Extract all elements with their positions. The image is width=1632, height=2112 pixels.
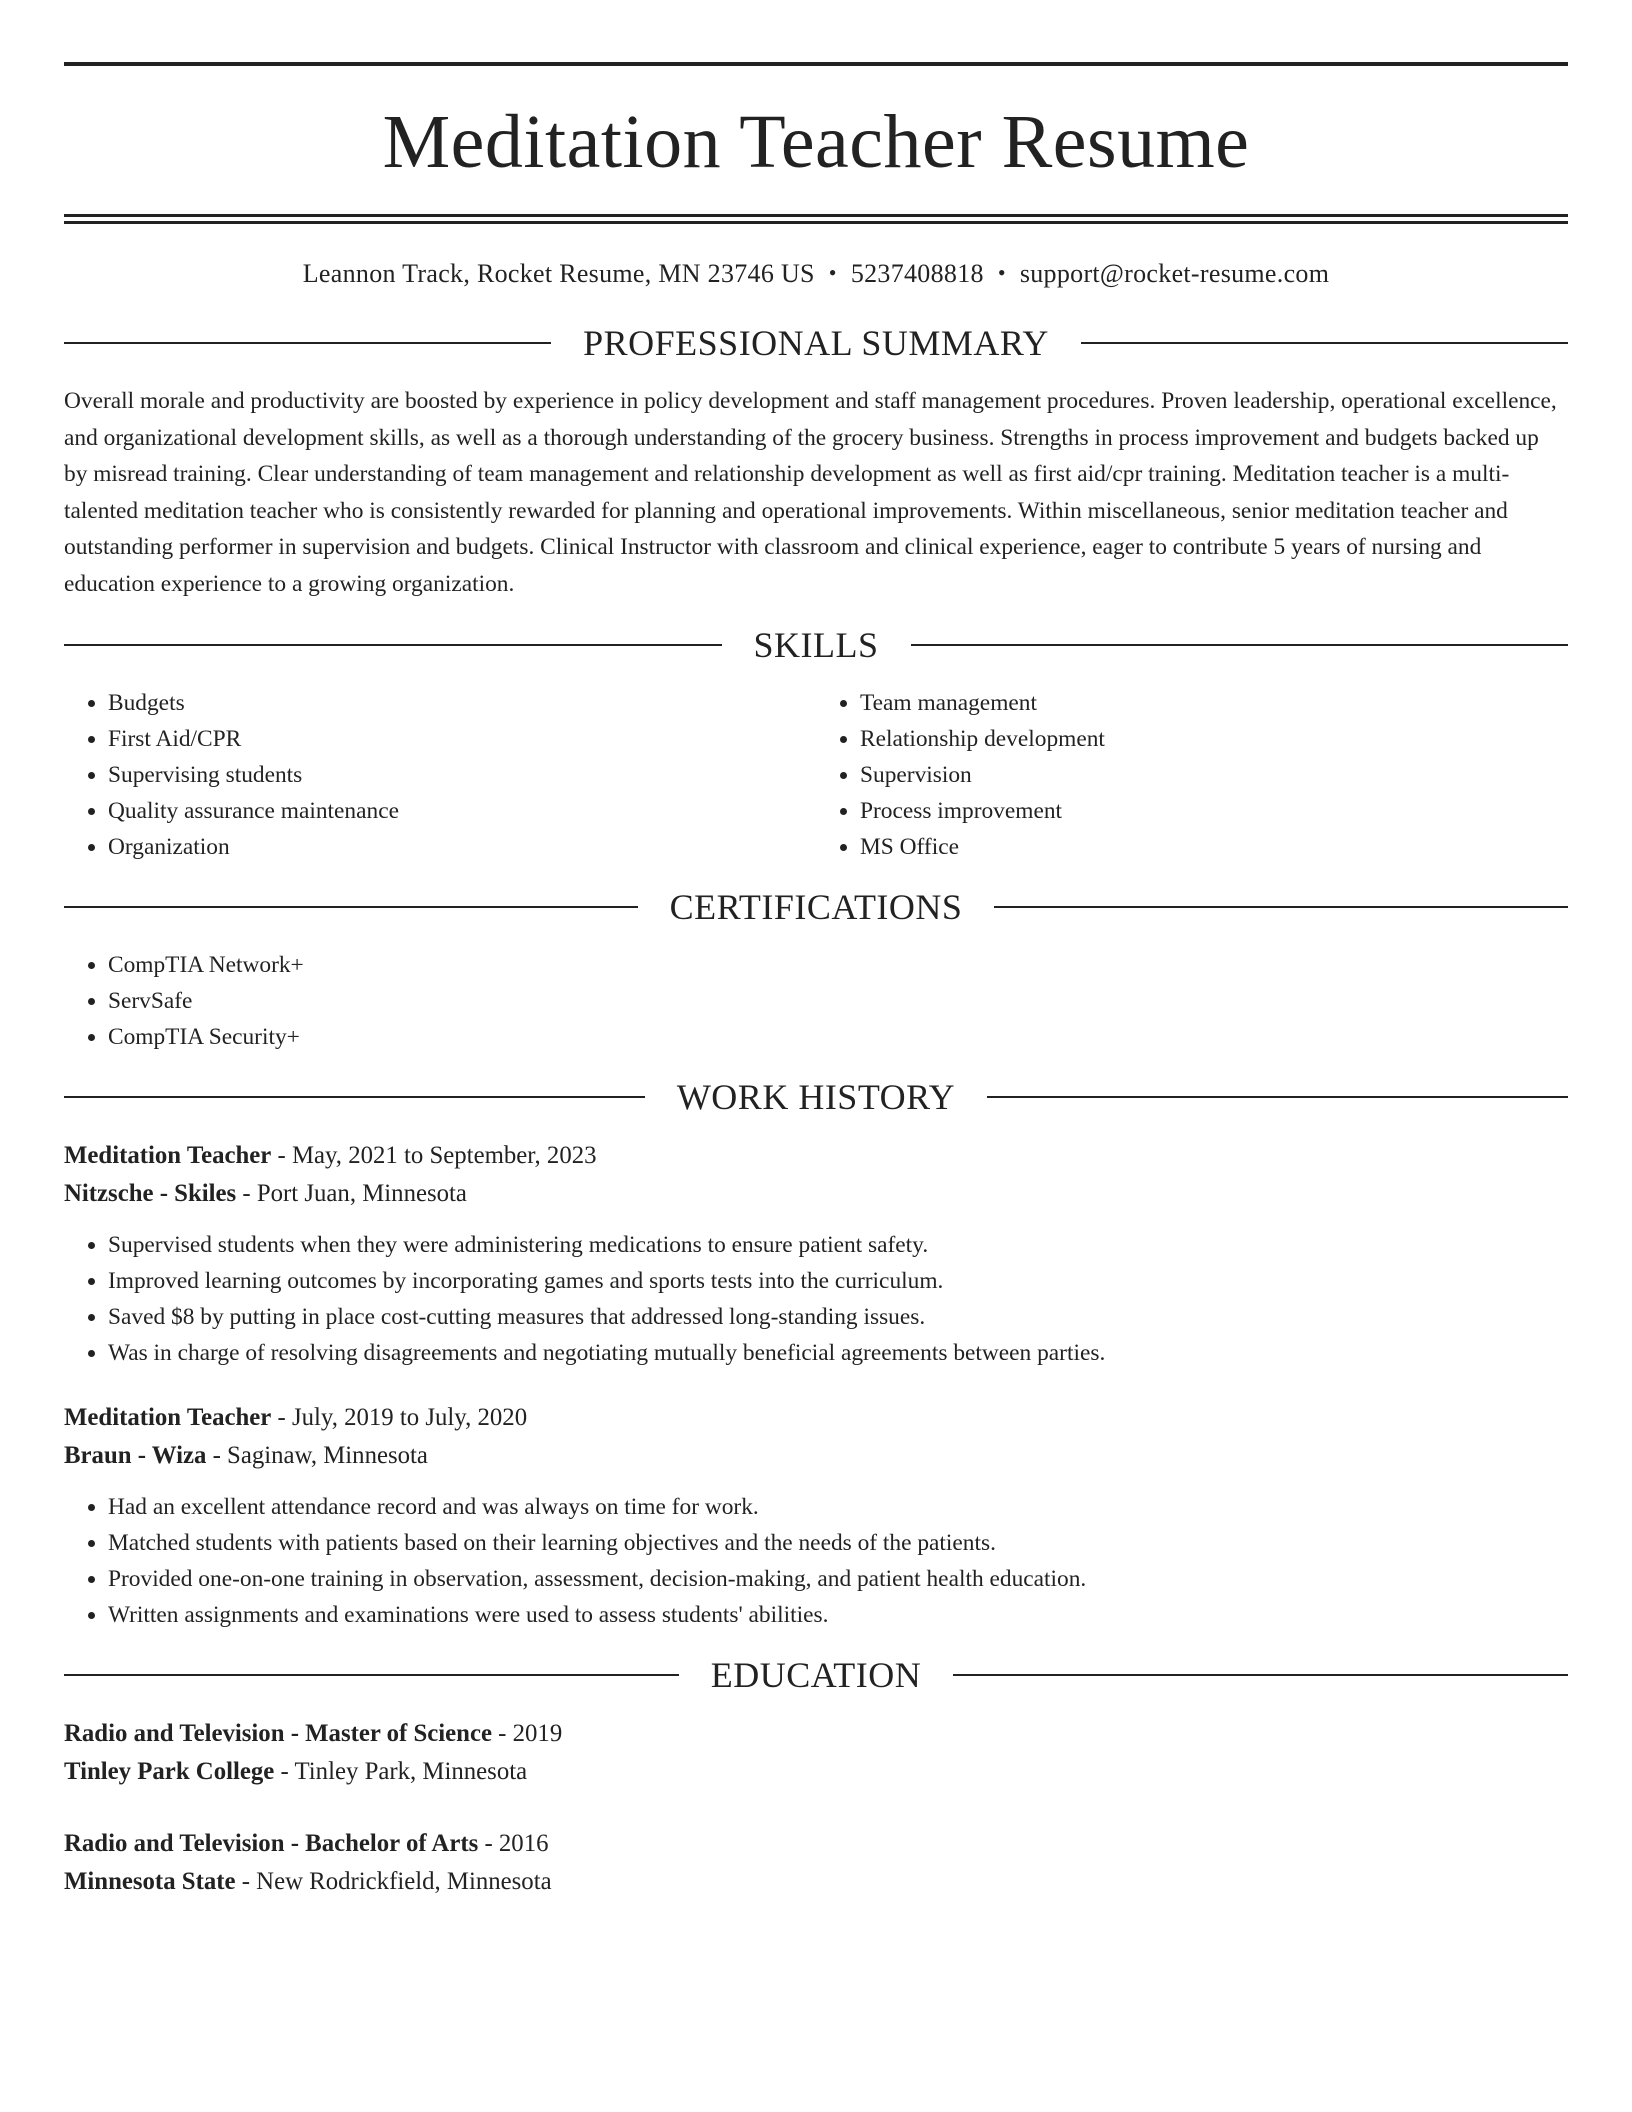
section-title: CERTIFICATIONS: [669, 886, 963, 927]
education-degree-line: [64, 1715, 1568, 1753]
summary-text: Overall morale and productivity are boosted by experience in policy development and staff management procedures. Proven leadership, operational excellence, and organizational development skills, as well as a thorough understanding of the grocery business. Strengths in process improvement and budgets backed up by misread training. Clear understanding of team management and relationship development as well as first aid/cpr training. Meditation teacher is a multi-talented meditation teacher who is consistently rewarded for planning and operational improvements. Within miscellaneous, senior meditation teacher and outstanding performer in supervision and budgets. Clinical Instructor with classroom and clinical experience, eager to contribute 5 years of nursing and education experience to a growing organization.: [64, 388, 1557, 597]
contact-email: support@rocket-resume.com: [1019, 259, 1330, 288]
list-item: • CompTIA Network+: [108, 947, 1568, 983]
list-item: • Was in charge of resolving disagreements and negotiating mutually beneficial agreements between parties.: [108, 1335, 1568, 1371]
heading-rule-right: [1081, 342, 1568, 344]
list-item: • Had an excellent attendance record and was always on time for work.: [108, 1489, 1568, 1525]
list-item: • Saved $8 by putting in place cost-cutting measures that addressed long-standing issues.: [108, 1299, 1568, 1335]
job-bullets: [64, 1227, 1568, 1371]
job-bullets: [64, 1489, 1568, 1633]
section-title: WORK HISTORY: [676, 1076, 956, 1117]
education-school: Minnesota State: [64, 1867, 236, 1895]
skills-list-left: [64, 685, 816, 865]
job-title-line: [64, 1137, 1568, 1175]
job-company: Nitzsche - Skiles: [64, 1179, 237, 1207]
heading-rule-left: [64, 906, 638, 908]
contact-line: [64, 258, 1568, 289]
list-item: • First Aid/CPR: [108, 721, 816, 757]
section-title: SKILLS: [753, 624, 879, 665]
section-heading-summary: [64, 323, 1568, 363]
list-item: • CompTIA Security+: [108, 1019, 1568, 1055]
list-item: • Process improvement: [860, 793, 1568, 829]
list-item: • Relationship development: [860, 721, 1568, 757]
education-school-line: [64, 1863, 1568, 1901]
skills-columns: [64, 685, 1568, 865]
job-title-line: [64, 1399, 1568, 1437]
list-item: • Supervising students: [108, 757, 816, 793]
heading-rule-right: [994, 906, 1568, 908]
section-heading-work: [64, 1077, 1568, 1117]
list-item: • Team management: [860, 685, 1568, 721]
education-entry: [64, 1825, 1568, 1901]
list-item: • Provided one-on-one training in observation, assessment, decision-making, and patient health education.: [108, 1561, 1568, 1597]
list-item: • Written assignments and examinations were used to assess students' abilities.: [108, 1597, 1568, 1633]
education-location: - New Rodrickfield, Minnesota: [235, 1867, 552, 1895]
job-location: - Port Juan, Minnesota: [236, 1179, 467, 1207]
skills-list-right: [816, 685, 1568, 865]
section-heading-skills: [64, 625, 1568, 665]
heading-rule-right: [987, 1096, 1568, 1098]
list-item: • Supervision: [860, 757, 1568, 793]
list-item: • Organization: [108, 829, 816, 865]
job-title: Meditation Teacher: [64, 1141, 272, 1169]
education-degree: Radio and Television - Bachelor of Arts: [64, 1829, 479, 1857]
education-year: - 2016: [478, 1829, 549, 1857]
list-item: • Budgets: [108, 685, 816, 721]
heading-rule-left: [64, 1674, 679, 1676]
education-location: - Tinley Park, Minnesota: [274, 1757, 528, 1785]
page-title: Meditation Teacher Resume: [382, 100, 1250, 184]
job-company-line: [64, 1437, 1568, 1475]
section-title: PROFESSIONAL SUMMARY: [583, 323, 1049, 363]
job-entry: [64, 1399, 1568, 1633]
job-entry: [64, 1137, 1568, 1371]
heading-rule-right: [953, 1674, 1568, 1676]
heading-rule-right: [911, 644, 1569, 646]
separator-dot: •: [828, 260, 837, 285]
job-dates: - July, 2019 to July, 2020: [271, 1403, 528, 1431]
job-company: Braun - Wiza: [64, 1441, 207, 1469]
heading-rule-left: [64, 1096, 645, 1098]
heading-rule-left: [64, 644, 722, 646]
separator-dot: •: [997, 260, 1006, 285]
title-double-rule: [64, 214, 1568, 224]
list-item: • MS Office: [860, 829, 1568, 865]
education-entry: [64, 1715, 1568, 1791]
list-item: • Matched students with patients based on their learning objectives and the needs of the patients.: [108, 1525, 1568, 1561]
list-item: • Improved learning outcomes by incorporating games and sports tests into the curriculum.: [108, 1263, 1568, 1299]
education-degree-line: [64, 1825, 1568, 1863]
list-item: • ServSafe: [108, 983, 1568, 1019]
job-location: - Saginaw, Minnesota: [206, 1441, 428, 1469]
education-year: - 2019: [491, 1719, 563, 1747]
certifications-list: [64, 947, 1568, 1055]
list-item: • Quality assurance maintenance: [108, 793, 816, 829]
job-dates: - May, 2021 to September, 2023: [271, 1141, 597, 1169]
section-title: EDUCATION: [710, 1654, 922, 1695]
list-item: • Supervised students when they were administering medications to ensure patient safety.: [108, 1227, 1568, 1263]
contact-phone: 5237408818: [850, 259, 984, 288]
education-school-line: [64, 1753, 1568, 1791]
job-company-line: [64, 1175, 1568, 1213]
section-heading-certifications: [64, 887, 1568, 927]
job-title: Meditation Teacher: [64, 1403, 272, 1431]
top-rule: [64, 62, 1568, 66]
section-heading-education: [64, 1655, 1568, 1695]
education-degree: Radio and Television - Master of Science: [64, 1719, 492, 1747]
contact-address: Leannon Track, Rocket Resume, MN 23746 US: [302, 259, 815, 288]
education-school: Tinley Park College: [64, 1757, 275, 1785]
heading-rule-left: [64, 342, 551, 344]
